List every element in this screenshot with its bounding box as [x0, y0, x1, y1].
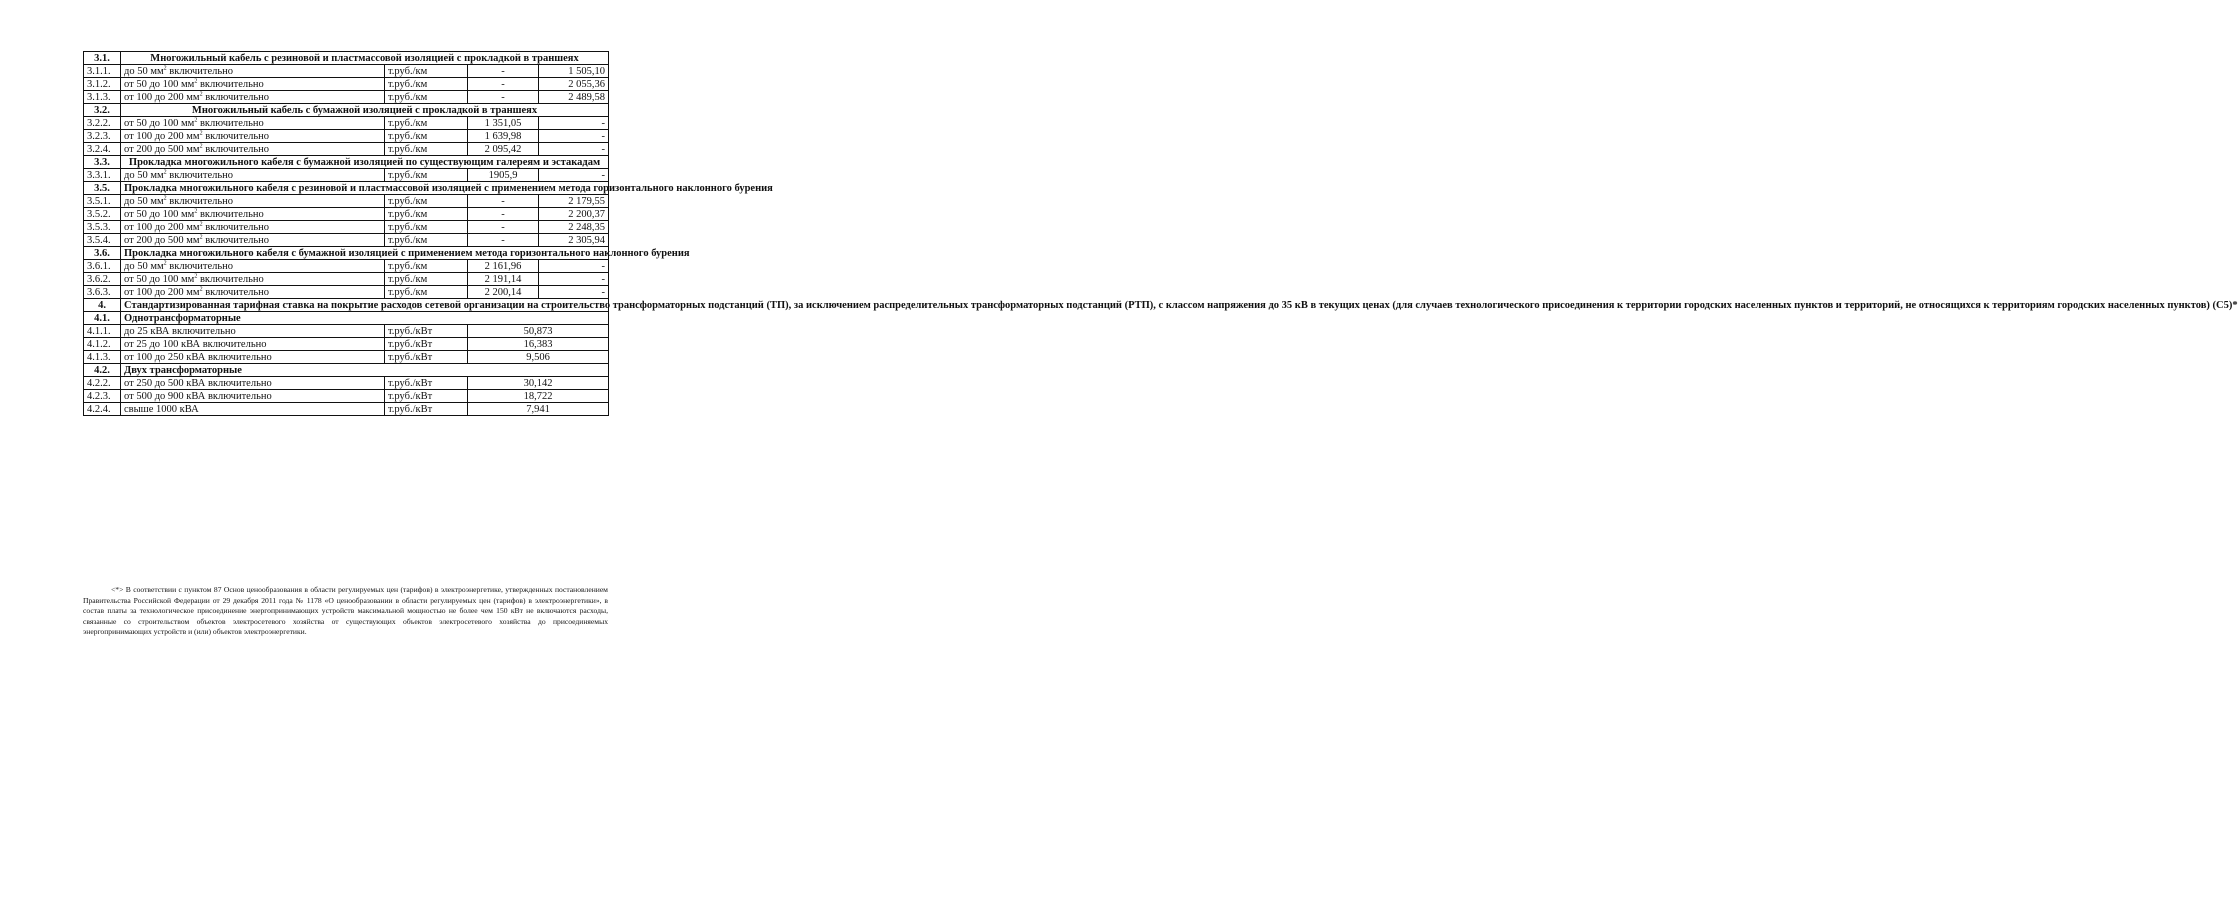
- section-number: 3.6.: [84, 247, 121, 260]
- row-value-col1: 2 191,14: [468, 273, 539, 286]
- row-value-col1: -: [468, 91, 539, 104]
- section4-title: Стандартизированная тарифная ставка на покрытие расходов сетевой организации на строительство трансформаторных подстанций (ТП), за исключением распределительных трансформаторных подстанций (РТП), с классом напряжения до 35 кВ в текущих ценах (для случаев технологического присоединения к территории городских населенных пунктов и территорий, не относящихся к территориям городских населенных пунктов) (С5)*: [121, 299, 609, 312]
- row-number: 3.5.3.: [84, 221, 121, 234]
- row-description: [121, 273, 385, 286]
- row-unit: т.руб./кВт: [385, 377, 468, 390]
- row-number: 4.1.3.: [84, 351, 121, 364]
- row-unit: т.руб./км: [385, 65, 468, 78]
- row-unit: т.руб./кВт: [385, 338, 468, 351]
- table-row: [84, 338, 609, 351]
- superscript-mark: 2: [163, 169, 167, 175]
- row-description: до 25 кВА включительно: [121, 325, 385, 338]
- superscript-mark: 2: [163, 65, 167, 71]
- row-number: 4.1.2.: [84, 338, 121, 351]
- row-unit: т.руб./км: [385, 117, 468, 130]
- description-text: от 200 до 500 мм: [124, 234, 200, 246]
- row-value-col2: 2 179,55: [539, 195, 609, 208]
- row-description: [121, 130, 385, 143]
- section-number: 3.2.: [84, 104, 121, 117]
- row-number: 3.2.2.: [84, 117, 121, 130]
- row-number: 3.1.3.: [84, 91, 121, 104]
- row-unit: т.руб./кВт: [385, 351, 468, 364]
- superscript-mark: 2: [194, 208, 198, 214]
- section-header-row: [84, 247, 609, 260]
- row-value: 7,941: [468, 403, 609, 416]
- description-text: от 100 до 200 мм: [124, 91, 200, 103]
- row-description: от 500 до 900 кВА включительно: [121, 390, 385, 403]
- row-value-col1: -: [468, 65, 539, 78]
- description-text: от 100 до 200 мм: [124, 130, 200, 142]
- row-description: [121, 208, 385, 221]
- row-value-col1: 1905,9: [468, 169, 539, 182]
- row-description: [121, 117, 385, 130]
- group-number: 4.2.: [84, 364, 121, 377]
- row-value: 18,722: [468, 390, 609, 403]
- description-suffix: включительно: [166, 169, 234, 181]
- row-description: [121, 65, 385, 78]
- row-description: [121, 221, 385, 234]
- row-unit: т.руб./км: [385, 260, 468, 273]
- description-text: до 50 мм: [124, 260, 164, 272]
- footnote-text: <*> В соответствии с пунктом 87 Основ ценообразования в области регулируемых цен (тарифов) в электроэнергетике, утвержденных постановлением Правительства Российской Федерации от 29 декабря 2011 года № 1178 «О ценообразовании в области регулируемых цен (тарифов) в электроэнергетики», в состав платы за технологическое присоединение энергопринимающих устройств максимальной мощностью не более чем 150 кВт не включаются расходы, связанные со строительством объектов электросетевого хозяйства от существующих объектов электросетевого хозяйства до присоединяемых энергопринимающих устройств и (или) объектов электроэнергетики.: [83, 585, 608, 636]
- row-unit: т.руб./км: [385, 130, 468, 143]
- row-value-col1: 2 161,96: [468, 260, 539, 273]
- row-number: 3.5.2.: [84, 208, 121, 221]
- group-number: 4.1.: [84, 312, 121, 325]
- description-suffix: включительно: [202, 234, 270, 246]
- row-description: [121, 234, 385, 247]
- row-unit: т.руб./км: [385, 78, 468, 91]
- row-number: 4.2.4.: [84, 403, 121, 416]
- section-title: Прокладка многожильного кабеля с резиновой и пластмассовой изоляцией с применением метода горизонтального наклонного бурения: [121, 182, 609, 195]
- section-header-row: [84, 156, 609, 169]
- row-value-col1: 1 351,05: [468, 117, 539, 130]
- table-row: [84, 403, 609, 416]
- row-number: 3.2.4.: [84, 143, 121, 156]
- description-text: до 50 мм: [124, 169, 164, 181]
- description-suffix: включительно: [202, 91, 270, 103]
- section-title: Многожильный кабель с бумажной изоляцией с прокладкой в траншеях: [121, 104, 609, 117]
- row-value-col1: 1 639,98: [468, 130, 539, 143]
- row-description: от 25 до 100 кВА включительно: [121, 338, 385, 351]
- table-row: [84, 234, 609, 247]
- superscript-mark: 2: [194, 117, 198, 123]
- section-number: 4.: [84, 299, 121, 312]
- description-text: от 50 до 100 мм: [124, 208, 195, 220]
- row-unit: т.руб./км: [385, 234, 468, 247]
- description-suffix: включительно: [197, 117, 264, 129]
- row-description: от 250 до 500 кВА включительно: [121, 377, 385, 390]
- description-suffix: включительно: [166, 195, 234, 207]
- row-value: 16,383: [468, 338, 609, 351]
- description-suffix: включительно: [197, 208, 264, 220]
- row-number: 3.3.1.: [84, 169, 121, 182]
- row-value-col1: 2 095,42: [468, 143, 539, 156]
- superscript-mark: 2: [163, 260, 167, 266]
- row-value-col1: 2 200,14: [468, 286, 539, 299]
- row-number: 3.6.3.: [84, 286, 121, 299]
- description-text: от 50 до 100 мм: [124, 117, 195, 129]
- section-header-row: [84, 104, 609, 117]
- superscript-mark: 2: [199, 130, 203, 136]
- section-header-row: [84, 52, 609, 65]
- row-value-col2: 2 248,35: [539, 221, 609, 234]
- section-number: 3.1.: [84, 52, 121, 65]
- row-unit: т.руб./км: [385, 169, 468, 182]
- row-unit: т.руб./км: [385, 286, 468, 299]
- section-title: Прокладка многожильного кабеля с бумажной изоляцией по существующим галереям и эстакадам: [121, 156, 609, 169]
- row-value-col2: -: [539, 130, 609, 143]
- table-row: [84, 325, 609, 338]
- superscript-mark: 2: [194, 273, 198, 279]
- table-row: [84, 169, 609, 182]
- row-value: 50,873: [468, 325, 609, 338]
- row-value: 30,142: [468, 377, 609, 390]
- table-row: [84, 78, 609, 91]
- description-suffix: включительно: [197, 78, 264, 90]
- row-value-col2: 2 305,94: [539, 234, 609, 247]
- section-title: Многожильный кабель с резиновой и пластмассовой изоляцией с прокладкой в траншеях: [121, 52, 609, 65]
- row-unit: т.руб./кВт: [385, 325, 468, 338]
- group-header-row: [84, 312, 609, 325]
- superscript-mark: 2: [199, 286, 203, 292]
- table-row: [84, 195, 609, 208]
- description-suffix: включительно: [202, 286, 270, 298]
- row-value-col1: -: [468, 221, 539, 234]
- section-number: 3.3.: [84, 156, 121, 169]
- row-unit: т.руб./кВт: [385, 403, 468, 416]
- row-description: свыше 1000 кВА: [121, 403, 385, 416]
- table-row: [84, 117, 609, 130]
- section-header-row: [84, 182, 609, 195]
- row-unit: т.руб./кВт: [385, 390, 468, 403]
- table-row: [84, 221, 609, 234]
- row-value-col2: -: [539, 117, 609, 130]
- row-description: [121, 91, 385, 104]
- description-suffix: включительно: [166, 65, 234, 77]
- description-text: от 100 до 200 мм: [124, 221, 200, 233]
- row-value: 9,506: [468, 351, 609, 364]
- description-suffix: включительно: [166, 260, 234, 272]
- row-number: 3.5.4.: [84, 234, 121, 247]
- row-unit: т.руб./км: [385, 143, 468, 156]
- table-row: [84, 91, 609, 104]
- row-description: [121, 169, 385, 182]
- row-value-col2: 2 200,37: [539, 208, 609, 221]
- table-row: [84, 130, 609, 143]
- row-number: 4.2.3.: [84, 390, 121, 403]
- row-value-col2: 1 505,10: [539, 65, 609, 78]
- description-text: до 50 мм: [124, 195, 164, 207]
- description-suffix: включительно: [202, 130, 270, 142]
- superscript-mark: 2: [199, 143, 203, 149]
- section4-header-row: [84, 299, 609, 312]
- row-value-col1: -: [468, 208, 539, 221]
- row-unit: т.руб./км: [385, 208, 468, 221]
- table-row: [84, 351, 609, 364]
- table-row: [84, 65, 609, 78]
- row-value-col2: -: [539, 286, 609, 299]
- table-row: [84, 143, 609, 156]
- row-number: 3.6.2.: [84, 273, 121, 286]
- description-text: от 50 до 100 мм: [124, 273, 195, 285]
- row-value-col2: -: [539, 169, 609, 182]
- group-header-row: [84, 364, 609, 377]
- row-value-col1: -: [468, 195, 539, 208]
- tariff-table: [83, 51, 2238, 416]
- row-number: 3.1.1.: [84, 65, 121, 78]
- table-row: [84, 260, 609, 273]
- description-text: от 50 до 100 мм: [124, 78, 195, 90]
- description-text: от 100 до 200 мм: [124, 286, 200, 298]
- row-value-col2: -: [539, 273, 609, 286]
- table-row: [84, 390, 609, 403]
- description-suffix: включительно: [202, 221, 270, 233]
- tariff-table-body: [84, 52, 2238, 416]
- row-description: [121, 78, 385, 91]
- row-number: 3.6.1.: [84, 260, 121, 273]
- section-title: Прокладка многожильного кабеля с бумажной изоляцией с применением метода горизонтального наклонного бурения: [121, 247, 609, 260]
- superscript-mark: 2: [199, 234, 203, 240]
- row-value-col2: 2 489,58: [539, 91, 609, 104]
- superscript-mark: 2: [199, 221, 203, 227]
- superscript-mark: 2: [199, 91, 203, 97]
- row-number: 4.1.1.: [84, 325, 121, 338]
- row-value-col1: -: [468, 78, 539, 91]
- row-value-col2: 2 055,36: [539, 78, 609, 91]
- row-number: 4.2.2.: [84, 377, 121, 390]
- row-unit: т.руб./км: [385, 221, 468, 234]
- row-description: [121, 286, 385, 299]
- row-number: 3.5.1.: [84, 195, 121, 208]
- superscript-mark: 2: [194, 78, 198, 84]
- row-number: 3.2.3.: [84, 130, 121, 143]
- row-unit: т.руб./км: [385, 195, 468, 208]
- row-value-col2: -: [539, 143, 609, 156]
- row-description: [121, 195, 385, 208]
- description-suffix: включительно: [202, 143, 270, 155]
- row-value-col2: -: [539, 260, 609, 273]
- section-number: 3.5.: [84, 182, 121, 195]
- group-title: Однотрансформаторные: [121, 312, 609, 325]
- description-suffix: включительно: [197, 273, 264, 285]
- table-row: [84, 273, 609, 286]
- description-text: от 200 до 500 мм: [124, 143, 200, 155]
- table-row: [84, 286, 609, 299]
- row-number: 3.1.2.: [84, 78, 121, 91]
- group-title: Двух трансформаторные: [121, 364, 609, 377]
- row-value-col1: -: [468, 234, 539, 247]
- row-unit: т.руб./км: [385, 91, 468, 104]
- table-row: [84, 377, 609, 390]
- superscript-mark: 2: [163, 195, 167, 201]
- row-description: [121, 260, 385, 273]
- row-unit: т.руб./км: [385, 273, 468, 286]
- footnote: [83, 585, 608, 638]
- row-description: от 100 до 250 кВА включительно: [121, 351, 385, 364]
- table-row: [84, 208, 609, 221]
- row-description: [121, 143, 385, 156]
- description-text: до 50 мм: [124, 65, 164, 77]
